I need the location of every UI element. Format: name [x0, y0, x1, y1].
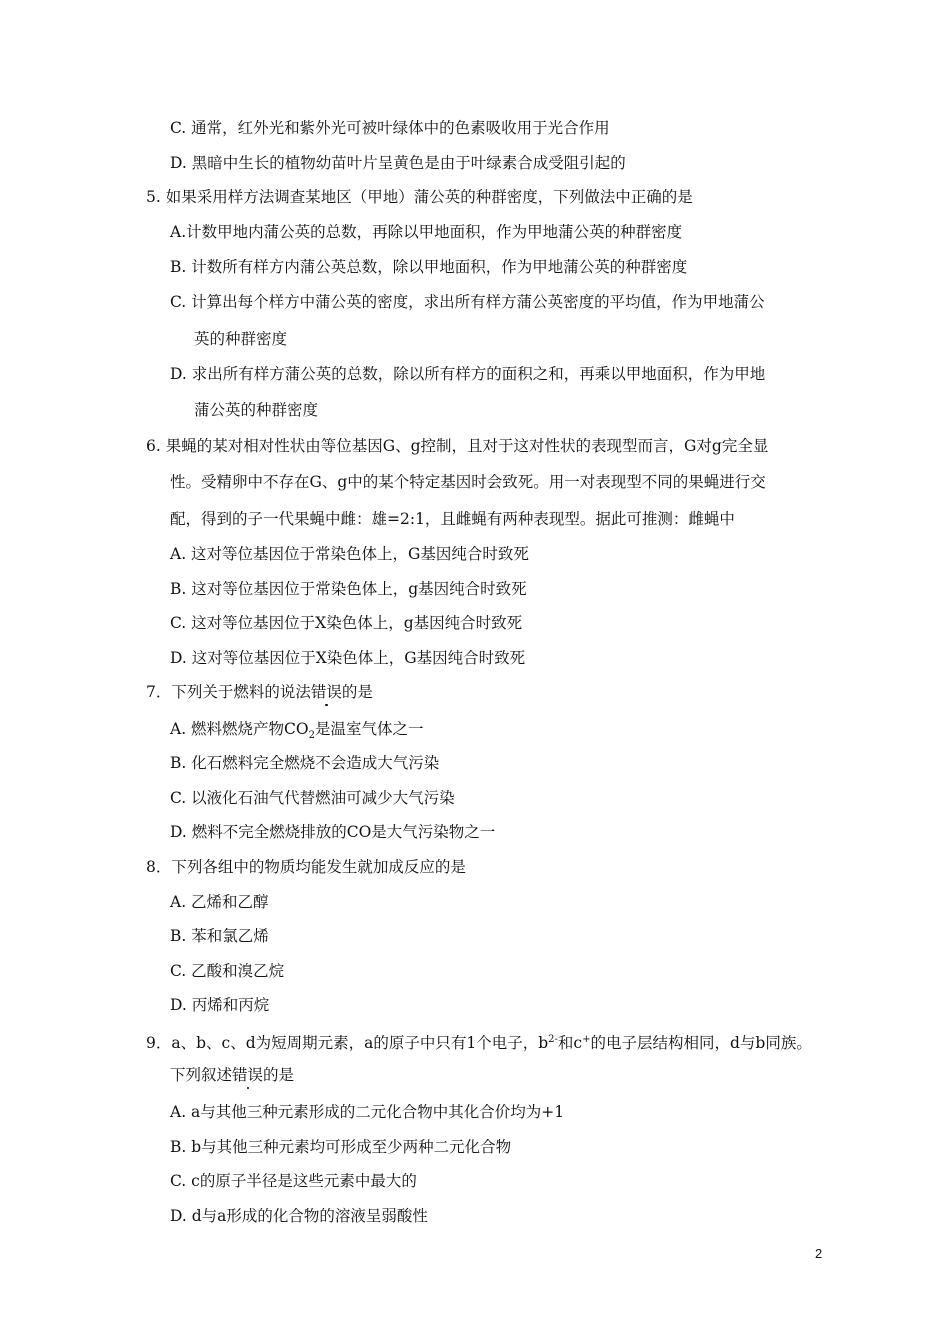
q7-option-d: D. 燃料不完全燃烧排放的CO是大气污染物之一	[170, 823, 496, 841]
q4-option-d: D. 黑暗中生长的植物幼苗叶片呈黄色是由于叶绿素合成受阻引起的	[170, 154, 626, 172]
q7-option-a	[170, 719, 424, 746]
q9-superscript-c: +	[582, 1034, 591, 1045]
q7-stem-emphasis: 错误	[310, 683, 342, 701]
q7-stem-tail: 的是	[341, 683, 373, 701]
q9-stem-text-b: 和c	[557, 1034, 583, 1053]
q8-option-c: C. 乙酸和溴乙烷	[170, 962, 285, 980]
page-number: 2	[815, 1246, 823, 1261]
q6-option-d: D. 这对等位基因位于X染色体上，G基因纯合时致死	[170, 649, 526, 667]
q9-stem-line2-tail: 的是	[263, 1066, 295, 1084]
q8-option-d: D. 丙烯和丙烷	[170, 996, 270, 1014]
q4-option-c: C. 通常，红外光和紫外光可被叶绿体中的色素吸收用于光合作用	[170, 119, 610, 137]
q9-option-b: B. b与其他三种元素均可形成至少两种二元化合物	[170, 1138, 512, 1156]
q7-option-a-text: A. 燃料燃烧产物CO	[170, 720, 309, 738]
q9-stem-line2	[170, 1065, 294, 1085]
q9-option-d: D. d与a形成的化合物的溶液呈弱酸性	[170, 1207, 428, 1225]
q9-option-c: C. c的原子半径是这些元素中最大的	[170, 1172, 417, 1190]
q7-stem	[146, 682, 373, 702]
q9-superscript-b: 2-	[548, 1034, 558, 1045]
q5-option-d-line1: D. 求出所有样方蒲公英的总数，除以所有样方的面积之和，再乘以甲地面积，作为甲地	[170, 365, 766, 383]
q6-option-b: B. 这对等位基因位于常染色体上，g基因纯合时致死	[170, 580, 527, 598]
q6-stem-line2: 性。受精卵中不存在G、g中的某个特定基因时会致死。用一对表现型不同的果蝇进行交	[170, 473, 766, 491]
q9-option-a: A. a与其他三种元素形成的二元化合物中其化合价均为+1	[170, 1103, 565, 1121]
q9-stem-text-a: 9．a、b、c、d为短周期元素，a的原子中只有1个电子，b	[146, 1034, 549, 1053]
q5-option-c-line1: C. 计算出每个样方中蒲公英的密度，求出所有样方蒲公英密度的平均值，作为甲地蒲公	[170, 293, 765, 311]
q8-option-a: A. 乙烯和乙醇	[170, 893, 269, 911]
q5-option-b: B. 计数所有样方内蒲公英总数，除以甲地面积，作为甲地蒲公英的种群密度	[170, 258, 688, 276]
q8-stem: 8．下列各组中的物质均能发生就加成反应的是	[146, 858, 466, 876]
q6-option-c: C. 这对等位基因位于X染色体上，g基因纯合时致死	[170, 614, 523, 632]
q9-stem-line2-text: 下列叙述	[170, 1066, 233, 1084]
q5-option-d-line2: 蒲公英的种群密度	[194, 401, 319, 419]
q6-option-a: A. 这对等位基因位于常染色体上，G基因纯合时致死	[170, 545, 529, 563]
q6-stem-line3: 配，得到的子一代果蝇中雌：雄=2:1，且雌蝇有两种表现型。据此可推测：雌蝇中	[170, 510, 735, 528]
q5-stem: 5. 如果采用样方法调查某地区（甲地）蒲公英的种群密度，下列做法中正确的是	[146, 188, 693, 206]
q7-option-c: C. 以液化石油气代替燃油可减少大气污染	[170, 789, 455, 807]
q7-option-b: B. 化石燃料完全燃烧不会造成大气污染	[170, 754, 440, 772]
q5-option-a: A.计数甲地内蒲公英的总数，再除以甲地面积，作为甲地蒲公英的种群密度	[170, 223, 683, 241]
q9-stem-emphasis: 错误	[232, 1066, 264, 1084]
q9-stem-text-c: 的电子层结构相同，d与b同族。	[590, 1034, 812, 1053]
q5-option-c-line2: 英的种群密度	[194, 330, 288, 348]
q7-option-a-tail: 是温室气体之一	[315, 720, 424, 738]
q7-stem-text: 7．下列关于燃料的说法	[146, 683, 311, 701]
q7-option-a-subscript: 2	[308, 730, 315, 742]
q6-stem-line1: 6. 果蝇的某对相对性状由等位基因G、g控制，且对于这对性状的表现型而言，G对g完全显	[146, 437, 769, 455]
q8-option-b: B. 苯和氯乙烯	[170, 927, 269, 945]
q9-stem-line1	[146, 1030, 812, 1053]
